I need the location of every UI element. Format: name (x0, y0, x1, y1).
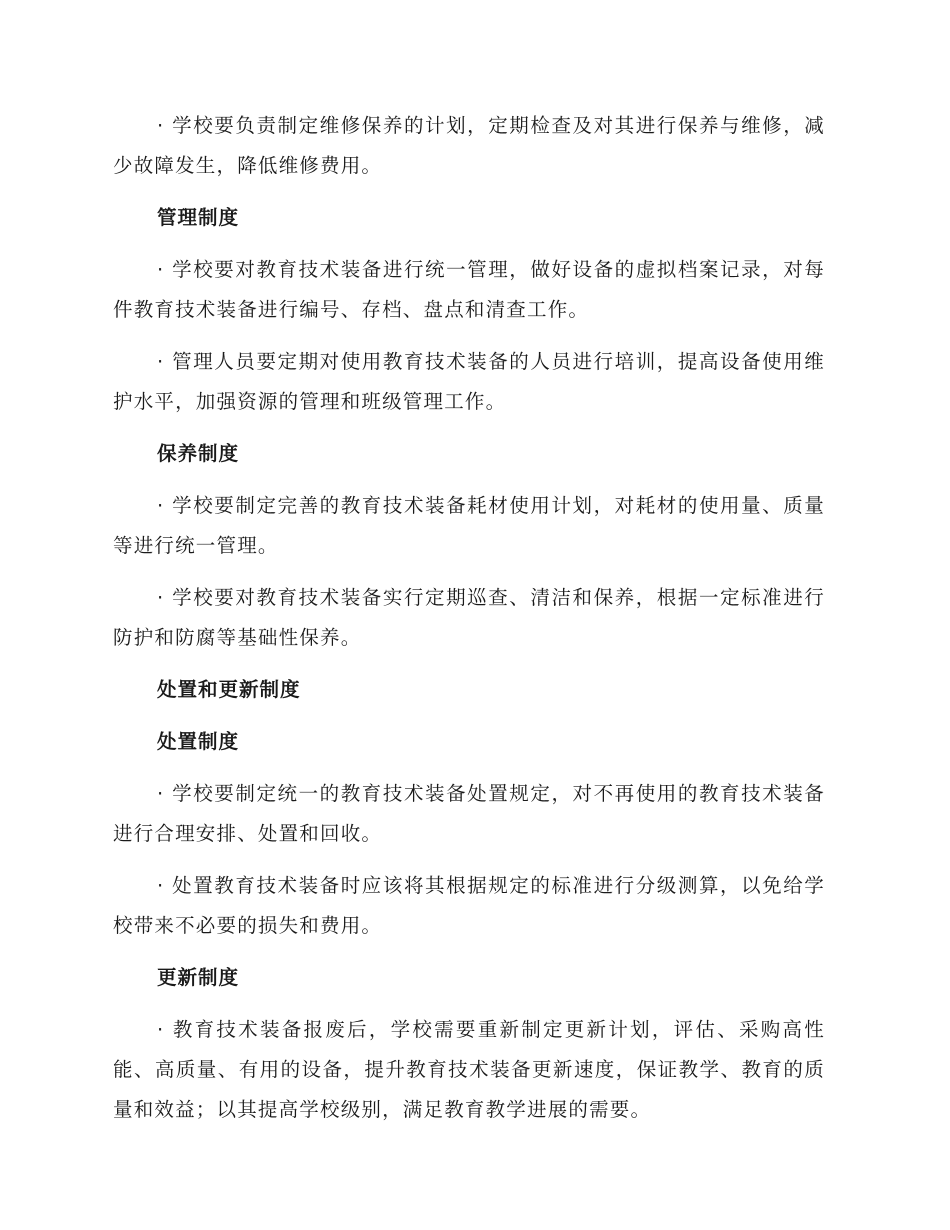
heading-update-system: 更新制度 (157, 966, 240, 989)
paragraph-disposal-rules: · 学校要制定统一的教育技术装备处置规定，对不再使用的教育技术装备进行合理安排、处置和回收。 (113, 782, 825, 845)
document-body (113, 106, 825, 1142)
paragraph-staff-training: · 管理人员要定期对使用教育技术装备的人员进行培训，提高设备使用维护水平，加强资源的管理和班级管理工作。 (113, 350, 825, 413)
paragraph-periodic-inspection: · 学校要对教育技术装备实行定期巡查、清洁和保养，根据一定标准进行防护和防腐等基础性保养。 (113, 586, 825, 649)
heading-disposal-and-update: 处置和更新制度 (157, 678, 301, 701)
heading-maintenance-system: 保养制度 (157, 442, 240, 465)
paragraph-consumables-plan: · 学校要制定完善的教育技术装备耗材使用计划，对耗材的使用量、质量等进行统一管理。 (113, 494, 825, 557)
paragraph-unified-management: · 学校要对教育技术装备进行统一管理，做好设备的虚拟档案记录，对每件教育技术装备进行编号、存档、盘点和清查工作。 (113, 258, 825, 321)
paragraph-graded-assessment: · 处置教育技术装备时应该将其根据规定的标准进行分级测算，以免给学校带来不必要的损失和费用。 (113, 874, 825, 937)
heading-disposal-system: 处置制度 (157, 730, 240, 753)
heading-management-system: 管理制度 (157, 206, 240, 229)
paragraph-update-plan: · 教育技术装备报废后，学校需要重新制定更新计划，评估、采购高性能、高质量、有用的设备，提升教育技术装备更新速度，保证教学、教育的质量和效益；以其提高学校级别，满足教育教学进展的需要。 (113, 1018, 825, 1121)
paragraph-maintenance-plan: · 学校要负责制定维修保养的计划，定期检查及对其进行保养与维修，减少故障发生，降低维修费用。 (113, 114, 825, 177)
